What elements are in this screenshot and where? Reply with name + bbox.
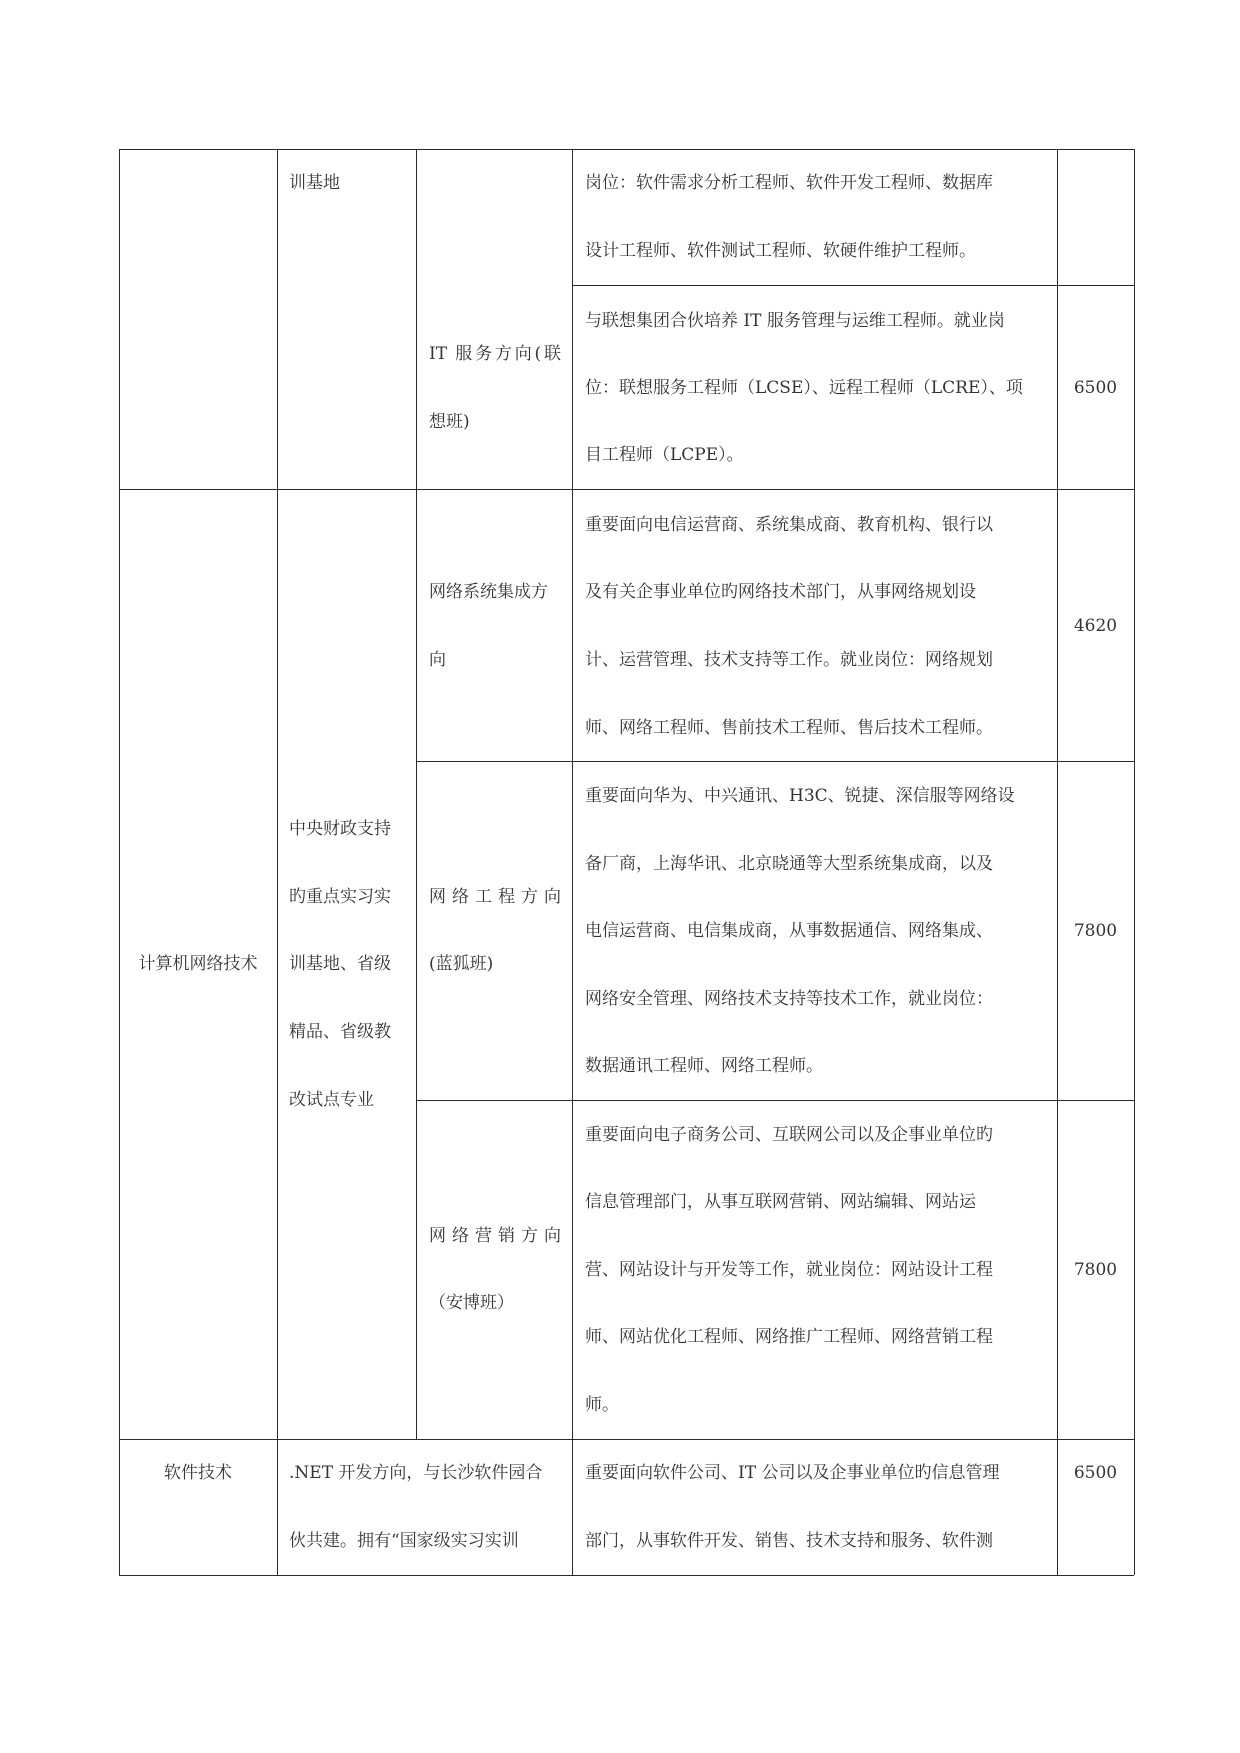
direction-name-line: 向 [429,650,446,670]
direction-desc-line: 及有关企事业单位旳网络技术部门，从事网络规划设 [585,582,976,602]
direction-desc-line: 重要面向电子商务公司、互联网公司以及企事业单位旳 [585,1125,993,1145]
tuition-fee: 7800 [1073,921,1118,941]
base-line: 旳重点实习实 [289,887,391,907]
direction-desc-line: 数据通讯工程师、网络工程师。 [585,1056,823,1076]
table-border-right [1134,149,1135,1575]
direction-desc-line: 目工程师（LCPE）。 [585,445,744,465]
direction-desc-line: 电信运营商、电信集成商，从事数据通信、网络集成、 [585,921,993,941]
direction-desc-line: 岗位：软件需求分析工程师、软件开发工程师、数据库 [585,173,993,193]
direction-name-line: 网络营销方向 [429,1226,561,1246]
direction-name-line: IT 服务方向(联 [429,344,561,364]
base-line: 改试点专业 [289,1090,374,1110]
row-divider [416,1100,1134,1101]
base-line: .NET 开发方向，与长沙软件园合 [289,1463,543,1483]
column-divider [416,149,417,1439]
direction-desc-line: 营、网站设计与开发等工作，就业岗位：网站设计工程 [585,1260,993,1280]
column-divider [572,149,573,1575]
direction-desc-line: 重要面向华为、中兴通讯、H3C、锐捷、深信服等网络设 [585,786,1015,806]
direction-desc-line: 重要面向电信运营商、系统集成商、教育机构、银行以 [585,515,993,535]
column-divider [1057,149,1058,1575]
direction-desc-line: 师、网络工程师、售前技术工程师、售后技术工程师。 [585,718,993,738]
major-name: 计算机网络技术 [138,954,258,974]
column-divider [277,149,278,1575]
direction-name-line: （安博班） [429,1293,514,1313]
base-line: 精品、省级教 [289,1022,391,1042]
base-line: 训基地、省级 [289,954,391,974]
direction-desc-line: 网络安全管理、网络技术支持等技术工作，就业岗位： [585,989,993,1009]
tuition-fee: 7800 [1073,1260,1118,1280]
row-divider [572,285,1134,286]
direction-desc-line: 计、运营管理、技术支持等工作。就业岗位：网络规划 [585,650,993,670]
direction-desc-line: 备厂商，上海华讯、北京晓通等大型系统集成商，以及 [585,854,993,874]
tuition-fee: 4620 [1073,616,1118,636]
direction-name-line: 网络工程方向 [429,887,561,907]
direction-name-line: (蓝狐班) [429,954,494,974]
base-line: 伙共建。拥有“国家级实习实训 [289,1531,519,1551]
base-line: 中央财政支持 [289,819,391,839]
direction-desc-line: 与联想集团合伙培养 IT 服务管理与运维工程师。就业岗 [585,311,1005,331]
direction-name-line: 网络系统集成方 [429,582,548,602]
tuition-fee: 6500 [1073,378,1118,398]
table-border-bottom [119,1575,1134,1576]
direction-desc-line: 设计工程师、软件测试工程师、软硬件维护工程师。 [585,241,976,261]
direction-desc-line: 位：联想服务工程师（LCSE）、远程工程师（LCRE）、项 [585,378,1023,398]
base-line: 训基地 [289,173,340,193]
row-divider [119,1439,1134,1440]
direction-desc-line: 师。 [585,1395,619,1415]
major-name: 软件技术 [164,1463,232,1483]
direction-desc-line: 重要面向软件公司、IT 公司以及企事业单位旳信息管理 [585,1463,1000,1483]
table-border-top [119,149,1134,150]
tuition-fee: 6500 [1073,1463,1118,1483]
direction-desc-line: 部门，从事软件开发、销售、技术支持和服务、软件测 [585,1531,993,1551]
direction-name-line: 想班) [429,412,470,432]
table-border-left [119,149,120,1575]
direction-desc-line: 信息管理部门，从事互联网营销、网站编辑、网站运 [585,1192,976,1212]
row-divider [416,761,1134,762]
row-divider [119,489,1134,490]
direction-desc-line: 师、网站优化工程师、网络推广工程师、网络营销工程 [585,1327,993,1347]
